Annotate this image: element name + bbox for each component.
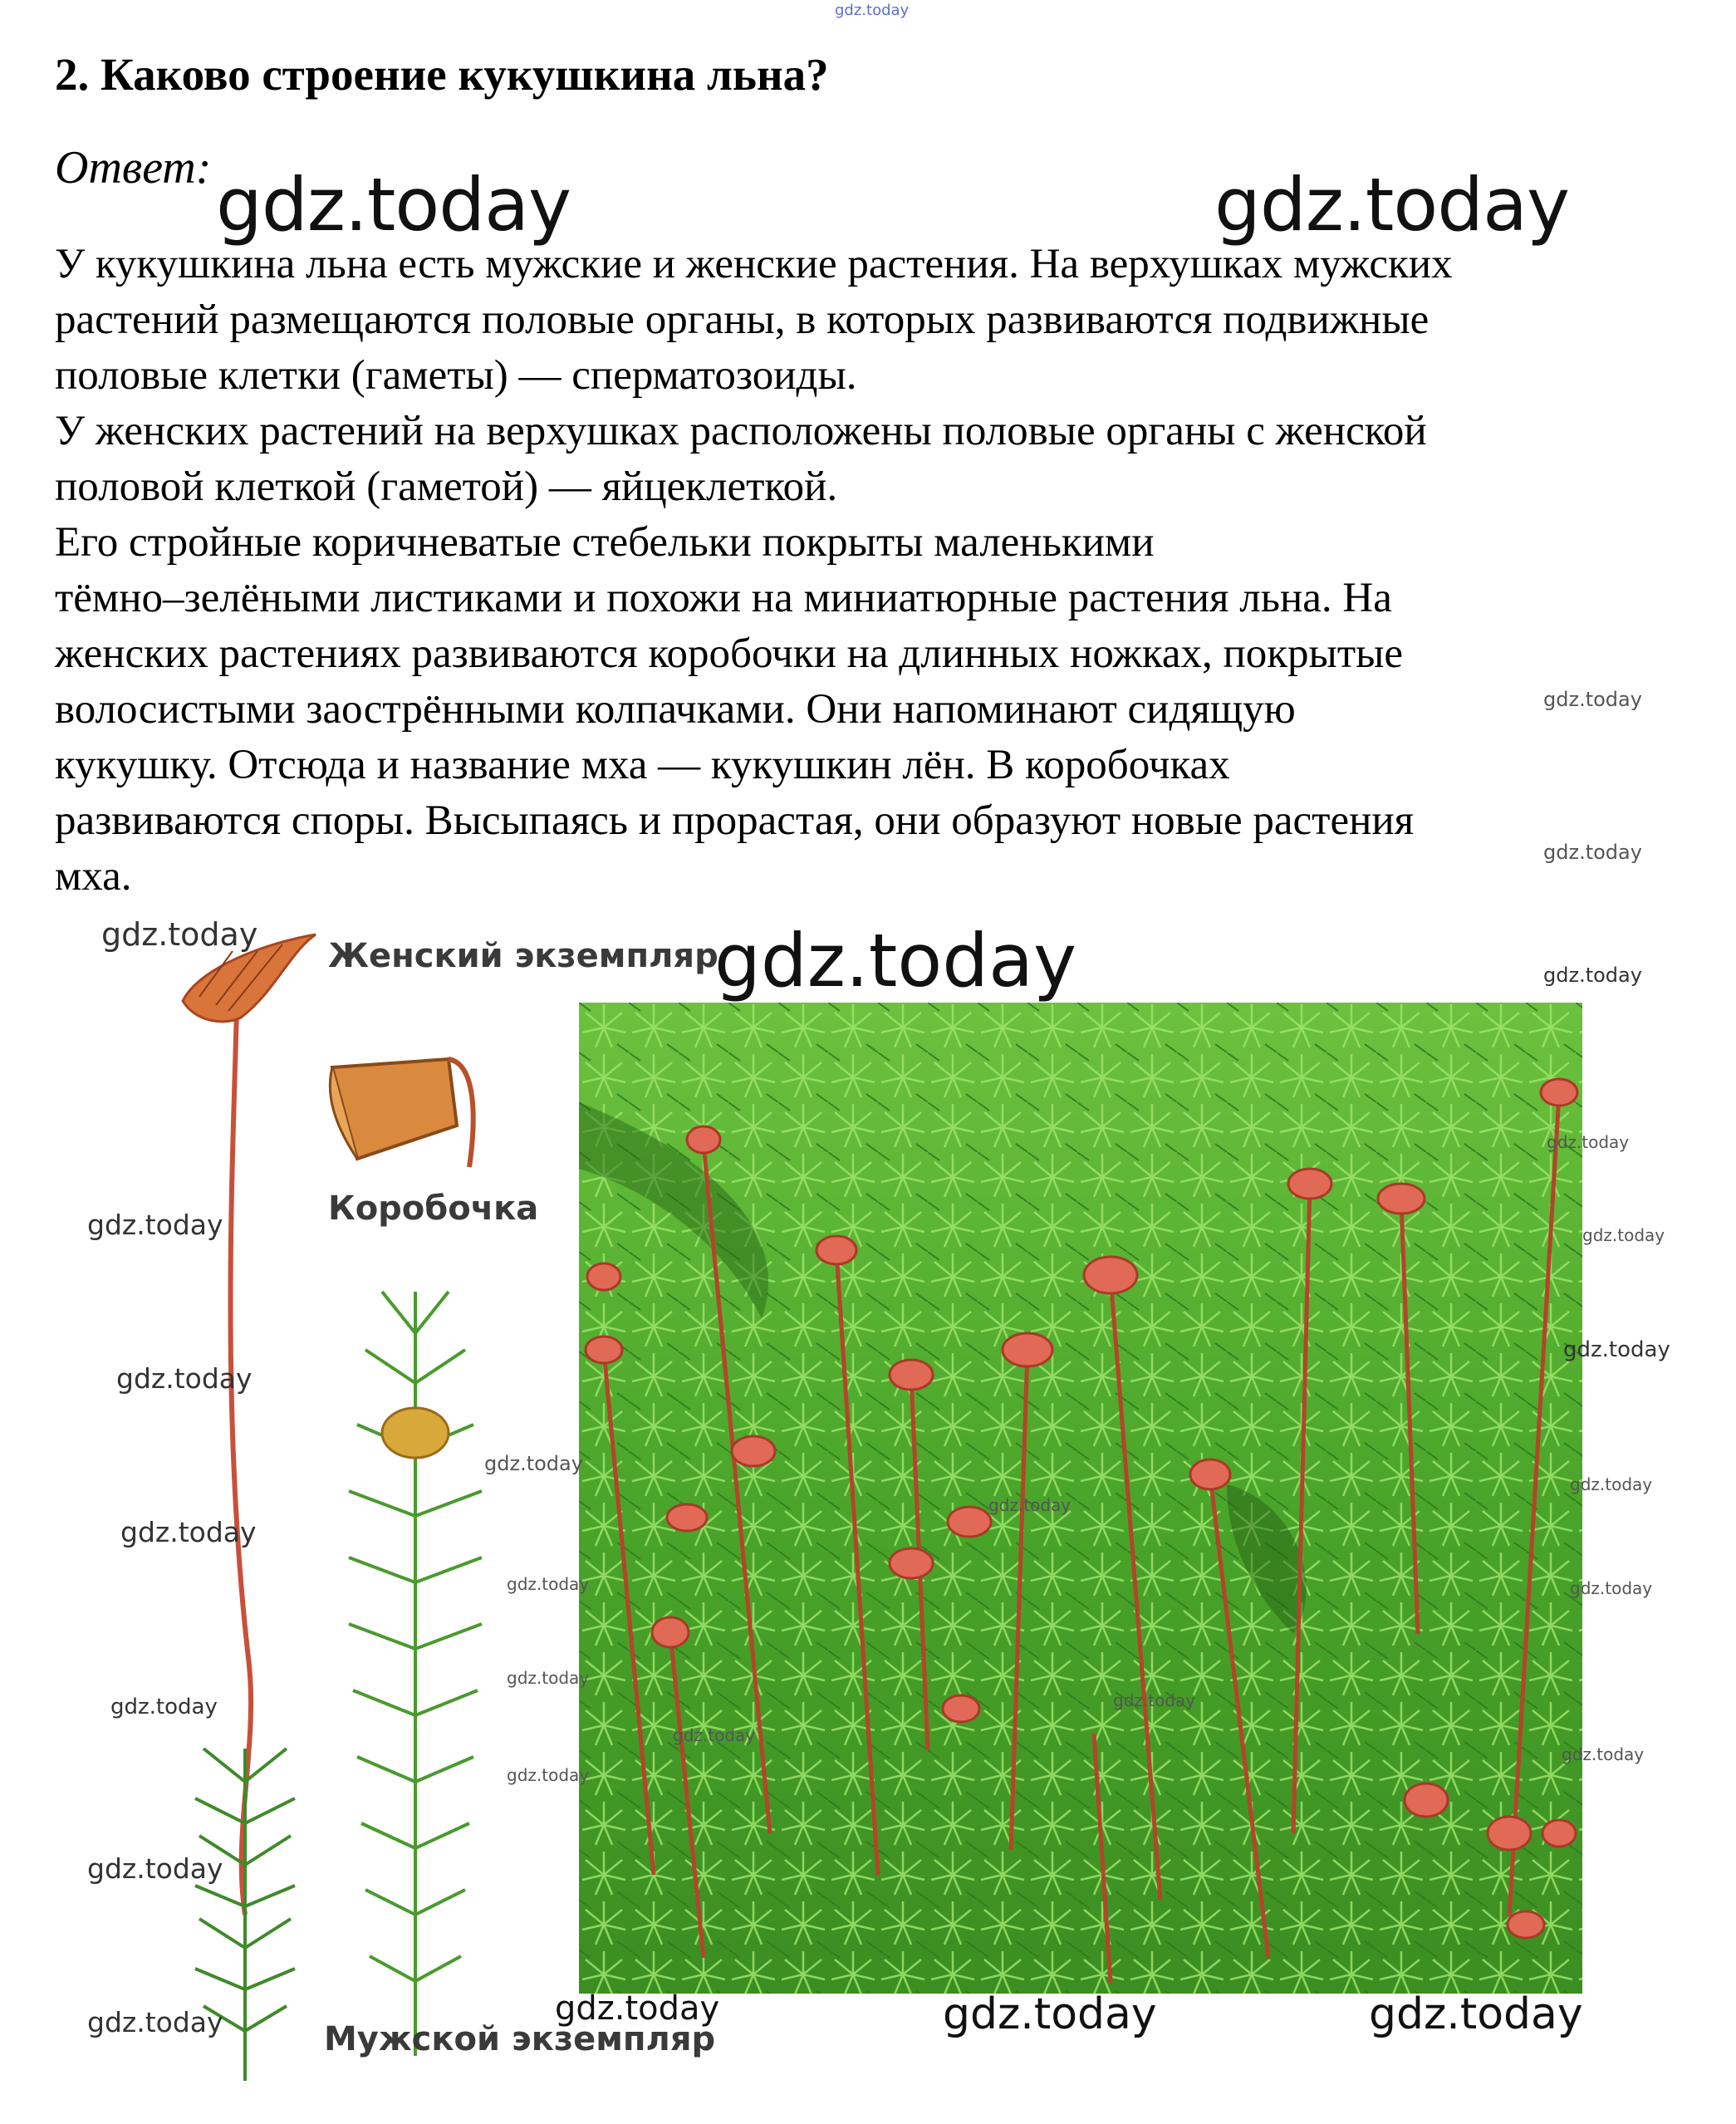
watermark: gdz.today <box>101 916 258 953</box>
watermark: gdz.today <box>1113 1690 1196 1710</box>
text-line: женских растениях развиваются коробочки на длинных ножках, покрытые <box>55 630 1404 677</box>
watermark: gdz.today <box>714 918 1077 1003</box>
watermark: gdz.today <box>1563 1337 1670 1362</box>
paragraph-3 <box>55 515 1414 905</box>
moss-photo-drawing <box>579 1003 1582 1994</box>
watermark: gdz.today <box>1582 1225 1665 1245</box>
watermark: gdz.today <box>673 1725 756 1745</box>
watermark: gdz.today <box>943 1989 1157 2039</box>
male-plant <box>349 1292 482 2056</box>
watermark: gdz.today <box>120 1516 257 1548</box>
watermark: gdz.today <box>1543 688 1642 711</box>
text-line: У женских растений на верхушках расположены половые органы с женской <box>55 408 1427 454</box>
top-watermark: gdz.today <box>835 2 910 19</box>
text-line: волосистыми заострёнными колпачками. Они напоминают сидящую <box>55 686 1296 733</box>
watermark: gdz.today <box>507 1668 590 1688</box>
text-line: развиваются споры. Высыпаясь и прорастая, они образуют новые растения <box>55 797 1415 844</box>
male-rosette <box>382 1408 449 1458</box>
capsule-detail <box>330 1059 473 1167</box>
text-line: У кукушкина льна есть мужские и женские растения. На верхушках мужских <box>55 241 1453 287</box>
watermark: gdz.today <box>555 1989 720 2028</box>
text-line: тёмно–зелёными листиками и похожи на миниатюрные растения льна. На <box>55 575 1392 621</box>
watermark: gdz.today <box>484 1452 583 1475</box>
watermark: gdz.today <box>216 162 571 248</box>
watermark: gdz.today <box>507 1574 590 1594</box>
paragraph-2 <box>55 404 1427 515</box>
female-label: Женский экземпляр <box>328 937 718 975</box>
watermark: gdz.today <box>1547 1132 1630 1152</box>
male-label: Мужской экземпляр <box>324 2020 716 2058</box>
capsule-label: Коробочка <box>328 1190 539 1228</box>
watermark: gdz.today <box>1543 964 1642 987</box>
text-line: кукушку. Отсюда и название мха — кукушкин лён. В коробочках <box>55 742 1230 788</box>
watermark: gdz.today <box>1562 1744 1645 1764</box>
watermark: gdz.today <box>87 1209 223 1241</box>
answer-label: Ответ: <box>55 142 212 194</box>
watermark: gdz.today <box>87 2006 223 2038</box>
watermark: gdz.today <box>1570 1578 1653 1598</box>
moss-photo <box>579 1003 1582 1994</box>
text-line: половые клетки (гаметы) — сперматозоиды. <box>55 352 857 399</box>
watermark: gdz.today <box>988 1495 1072 1515</box>
watermark: gdz.today <box>1570 1474 1653 1494</box>
watermark: gdz.today <box>1369 1989 1583 2039</box>
watermark: gdz.today <box>110 1695 218 1719</box>
watermark: gdz.today <box>116 1362 253 1395</box>
watermark: gdz.today <box>1214 162 1570 248</box>
watermark: gdz.today <box>507 1765 590 1785</box>
watermark: gdz.today <box>87 1852 223 1885</box>
moss-illustration <box>150 918 581 2081</box>
text-line: половой клеткой (гаметой) — яйцеклеткой. <box>55 464 838 510</box>
text-line: Его стройные коричневатые стебельки покрыты маленькими <box>55 519 1155 566</box>
question-title: 2. Каково строение кукушкина льна? <box>55 49 829 100</box>
paragraph-1 <box>55 237 1453 404</box>
text-line: растений размещаются половые органы, в которых развиваются подвижные <box>55 297 1430 343</box>
text-line: мха. <box>55 853 132 900</box>
watermark: gdz.today <box>1543 841 1642 864</box>
